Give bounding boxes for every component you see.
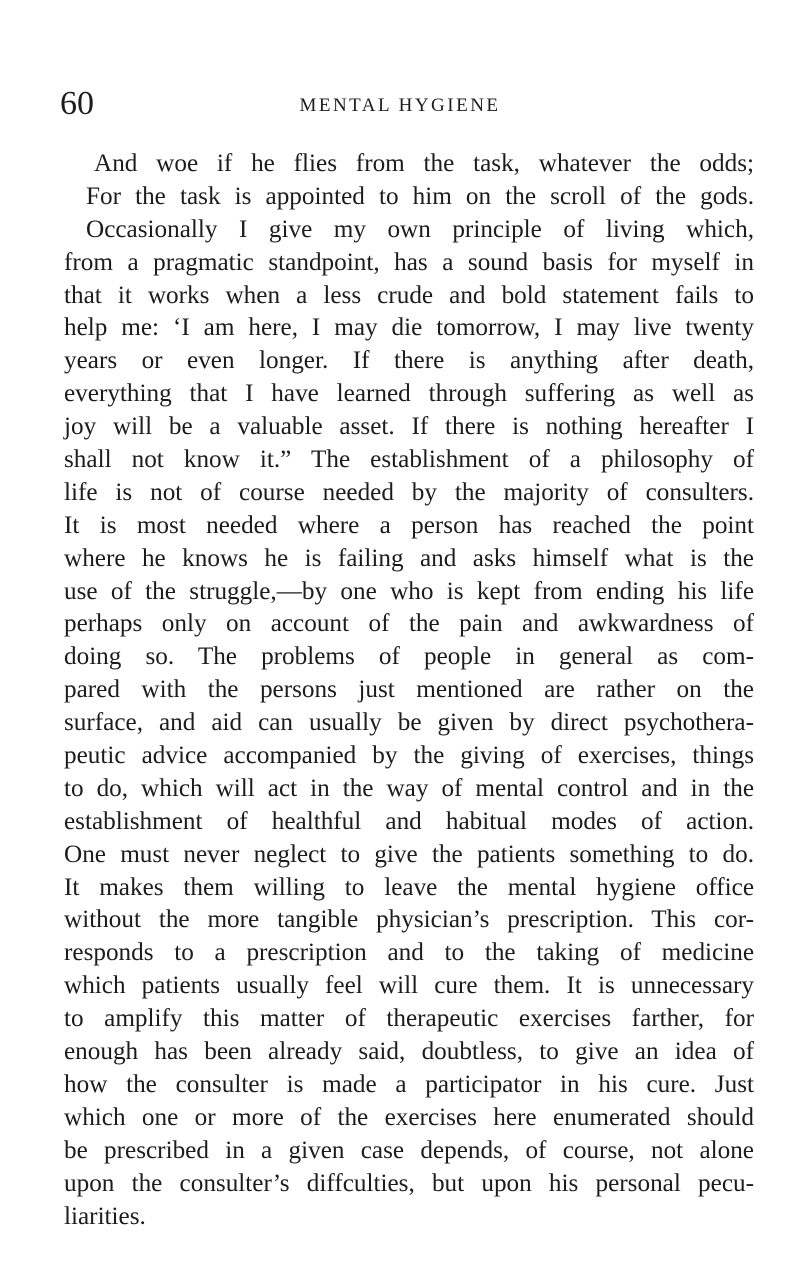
- text-line: use of the struggle,—by one who is kept from ending his life: [64, 577, 754, 605]
- text-line: surface, and aid can usually be given by direct psychothera-: [64, 709, 754, 737]
- text-line: to do, which will act in the way of mental control and in the: [64, 774, 754, 802]
- text-line: which one or more of the exercises here enumerated should: [64, 1103, 754, 1131]
- text-line: It makes them willing to leave the mental hygiene office: [64, 873, 754, 901]
- text-line: It is most needed where a person has reached the point: [64, 511, 754, 539]
- running-head: MENTAL HYGIENE: [299, 95, 501, 116]
- text-line: responds to a prescription and to the taking of medicine: [64, 939, 754, 967]
- page-number: 60: [60, 85, 94, 122]
- text-line: peutic advice accompanied by the giving of exercises, things: [64, 742, 754, 770]
- text-line: to amplify this matter of therapeutic exercises farther, for: [64, 1005, 754, 1033]
- text-line: years or even longer. If there is anything after death,: [64, 347, 754, 375]
- text-line: And woe if he flies from the task, whatever the odds;: [94, 150, 754, 177]
- text-line: where he knows he is failing and asks himself what is the: [64, 544, 754, 572]
- text-line: shall not know it.” The establishment of a philosophy of: [64, 446, 754, 474]
- text-line: that it works when a less crude and bold statement fails to: [64, 281, 754, 309]
- text-line: life is not of course needed by the majority of consulters.: [64, 478, 754, 506]
- text-line: For the task is appointed to him on the scroll of the gods.: [86, 182, 754, 210]
- text-line: help me: ‘I am here, I may die tomorrow, I may live twenty: [64, 314, 754, 342]
- text-line: how the consulter is made a participator in his cure. Just: [64, 1070, 754, 1098]
- text-line: establishment of healthful and habitual modes of action.: [64, 807, 754, 835]
- text-line: perhaps only on account of the pain and awkwardness of: [64, 610, 754, 638]
- text-line: from a pragmatic standpoint, has a sound basis for myself in: [64, 248, 754, 276]
- text-line: enough has been already said, doubtless, to give an idea of: [64, 1038, 754, 1066]
- body-text: [64, 148, 754, 1233]
- text-line: which patients usually feel will cure them. It is unnecessary: [64, 972, 754, 1000]
- text-line: be prescribed in a given case depends, of course, not alone: [64, 1136, 754, 1164]
- text-line: pared with the persons just mentioned are rather on the: [64, 676, 754, 704]
- text-line: doing so. The problems of people in general as com-: [64, 643, 754, 671]
- text-line: joy will be a valuable asset. If there is nothing hereafter I: [64, 413, 754, 441]
- text-line: upon the consulter’s diffculties, but upon his personal pecu-: [64, 1169, 754, 1197]
- text-line: Occasionally I give my own principle of living which,: [86, 215, 754, 243]
- text-line: liarities.: [64, 1202, 146, 1230]
- text-line: without the more tangible physician’s prescription. This cor-: [64, 906, 754, 934]
- text-line: One must never neglect to give the patients something to do.: [64, 840, 754, 868]
- text-line: everything that I have learned through suffering as well as: [64, 380, 754, 408]
